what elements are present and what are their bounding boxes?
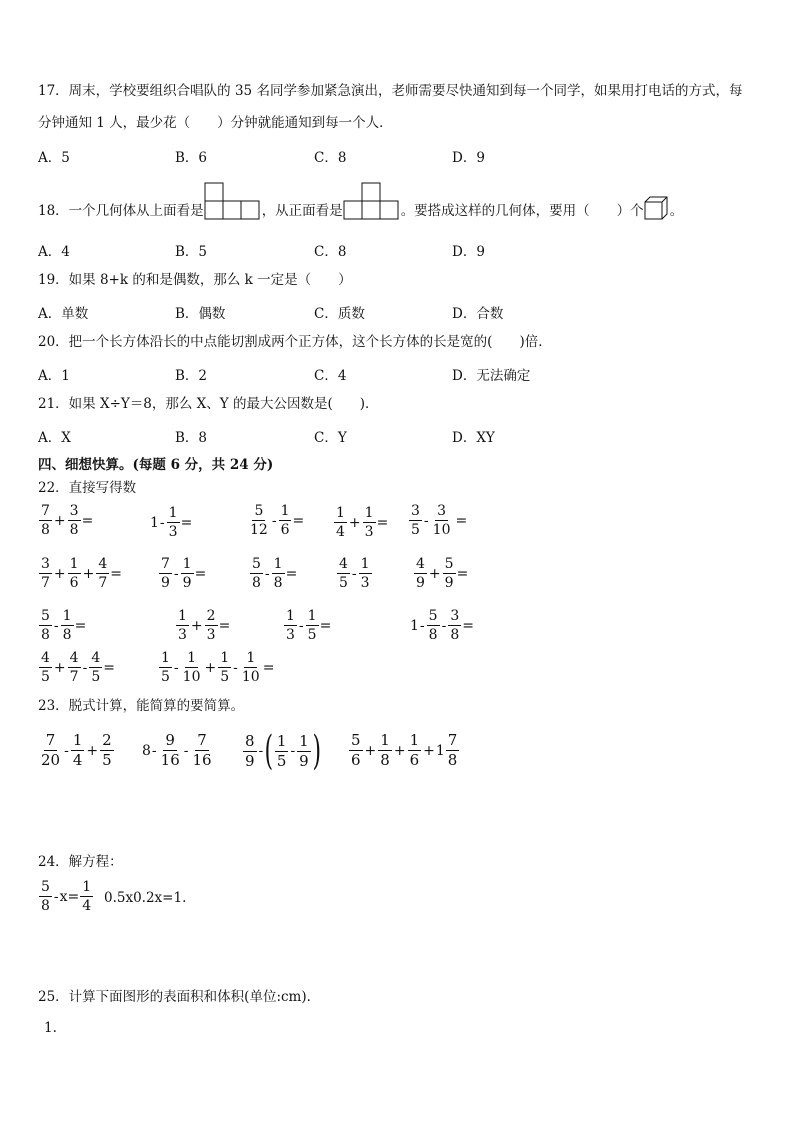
- q24-equation-2: 0.5x0.2x=1.: [104, 890, 187, 906]
- q22-expr-9: $\frac{4}{5}$ - $\frac{1}{3}$: [339, 556, 370, 591]
- q23-title: 23．脱式计算，能简算的要简算。: [38, 698, 245, 714]
- q22-expr-10: $\frac{4}{9}$ + $\frac{5}{9}$ =: [416, 556, 469, 591]
- q25-title: 25．计算下面图形的表面积和体积(单位:cm)．: [38, 989, 321, 1005]
- q18-text-4: 。: [669, 203, 684, 219]
- q18-option-b: B．5: [175, 244, 208, 260]
- q22-expr-4: $\frac{1}{4}$ + $\frac{1}{3}$ =: [336, 505, 389, 540]
- q22-expr-7: $\frac{7}{9}$ - $\frac{1}{9}$ =: [161, 556, 207, 591]
- q20-text: 20．把一个长方体沿长的中点能切割成两个正方体，这个长方体的长是宽的( )倍．: [38, 334, 552, 350]
- q23-expr-1: $\frac{7}{20}$ - $\frac{1}{4}$ + $\frac{2}{5}$: [41, 731, 112, 769]
- q20-option-d: D．无法确定: [452, 368, 531, 384]
- q21-option-d: D．XY: [452, 430, 495, 446]
- q21-option-a: A．X: [38, 430, 71, 446]
- q22-expr-6: $\frac{3}{7}$ + $\frac{1}{6}$ + $\frac{4}{7}$ =: [41, 556, 122, 591]
- q18-stem: [38, 182, 683, 220]
- q20-option-a: A．1: [38, 368, 70, 384]
- q20-option-c: C．4: [314, 368, 347, 384]
- front-view-figure: [343, 182, 401, 220]
- q22-expr-15: $\frac{4}{5}$ + $\frac{4}{7}$ - $\frac{4}{5}$ =: [41, 650, 115, 685]
- q18-text-1: 18．一个几何体从上面看是: [38, 203, 204, 219]
- q19-option-c: C．质数: [314, 306, 365, 322]
- q22-expr-14: 1 - $\frac{5}{8}$ - $\frac{3}{8}$ =: [410, 608, 474, 643]
- q23-expr-4: $\frac{5}{6}$ + $\frac{1}{8}$ + $\frac{1}{6}$ + 1 $\frac{7}{8}$: [351, 731, 458, 769]
- q18-text-3: 。要搭成这样的几何体，要用（ ）个: [400, 203, 644, 219]
- q22-expr-12: $\frac{1}{3}$ + $\frac{2}{3}$ =: [178, 608, 231, 643]
- q24-equation-1: $\frac{5}{8}$ - x= $\frac{1}{4}$: [41, 879, 92, 914]
- q19-option-b: B．偶数: [175, 306, 226, 322]
- q21-text: 21．如果 X÷Y＝8，那么 X、Y 的最大公因数是( )．: [38, 396, 379, 412]
- q19-option-a: A．单数: [38, 306, 89, 322]
- q18-option-c: C．8: [314, 244, 347, 260]
- q20-option-b: B．2: [175, 368, 208, 384]
- top-view-figure: [204, 182, 262, 220]
- q21-option-c: C．Y: [314, 430, 347, 446]
- q18-option-a: A．4: [38, 244, 70, 260]
- q17-line1: 17．周末，学校要组织合唱队的 35 名同学参加紧急演出，老师需要尽快通知到每一个同学，如果用打电话的方式，每: [38, 83, 743, 99]
- q21-option-b: B．8: [175, 430, 208, 446]
- q19-text: 19．如果 8+k 的和是偶数，那么 k 一定是（ ）: [38, 272, 352, 288]
- q17-option-b: B．6: [175, 150, 208, 166]
- q22-expr-8: $\frac{5}{8}$ - $\frac{1}{8}$ =: [252, 556, 298, 591]
- q23-expr-3: $\frac{8}{9}$ - ( $\frac{1}{5}$ - $\frac{1}{9}$ ): [245, 728, 321, 774]
- q24-title: 24．解方程：: [38, 854, 123, 870]
- q22-expr-3: $\frac{5}{12}$ - $\frac{1}{6}$ =: [250, 503, 305, 538]
- q22-expr-16: $\frac{1}{5}$ - $\frac{1}{10}$ + $\frac{1}{5}$ - $\frac{1}{10}$ =: [161, 650, 275, 685]
- q22-expr-13: $\frac{1}{3}$ - $\frac{1}{5}$ =: [286, 608, 332, 643]
- section-heading: 四、细想快算。(每题 6 分，共 24 分): [38, 457, 274, 473]
- q19-option-d: D．合数: [452, 306, 504, 322]
- q17-option-d: D．9: [452, 150, 485, 166]
- q22-expr-1: $\frac{7}{8}$ + $\frac{3}{8}$ =: [41, 503, 94, 538]
- q22-expr-5: $\frac{3}{5}$ - $\frac{3}{10}$ =: [411, 503, 468, 538]
- cube-icon: [644, 196, 670, 220]
- q22-expr-2: 1 - $\frac{1}{3}$ =: [150, 505, 193, 540]
- q23-expr-2: 8 - $\frac{9}{16}$ - $\frac{7}{16}$: [142, 731, 212, 769]
- q17-option-a: A．5: [38, 150, 70, 166]
- q18-text-2: ，从正面看是: [261, 203, 343, 219]
- q25-subitem: 1.: [44, 1020, 57, 1036]
- q18-option-d: D．9: [452, 244, 485, 260]
- q17-line2: 分钟通知 1 人，最少花（ ）分钟就能通知到每一个人．: [38, 115, 393, 131]
- q22-title: 22．直接写得数: [38, 480, 137, 496]
- q17-option-c: C．8: [314, 150, 347, 166]
- q22-expr-11: $\frac{5}{8}$ - $\frac{1}{8}$ =: [41, 608, 87, 643]
